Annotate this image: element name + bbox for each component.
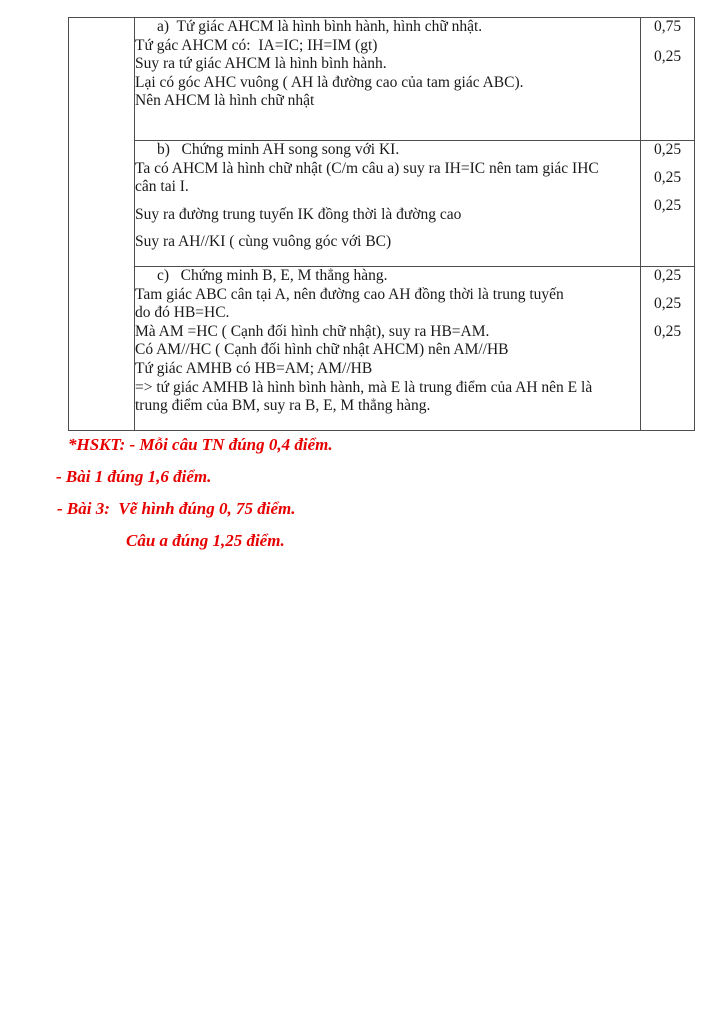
- score-value: 0,25: [653, 197, 682, 214]
- score-value: 0,25: [653, 169, 682, 186]
- table-row-a: [69, 18, 695, 141]
- answer-line: Suy ra tứ giác AHCM là hình bình hành.: [135, 55, 387, 73]
- table-row-b: [69, 141, 695, 267]
- grading-note-cau-a: Câu a đúng 1,25 điểm.: [126, 531, 285, 550]
- answer-line: Tứ giác AMHB có HB=AM; AM//HB: [135, 359, 373, 377]
- answer-line: do đó HB=HC.: [135, 304, 230, 322]
- answer-line: cân tai I.: [135, 178, 189, 196]
- answer-line: Có AM//HC ( Cạnh đối hình chữ nhật AHCM) nên AM//HB: [135, 341, 509, 359]
- answer-heading-c: c) Chứng minh B, E, M thẳng hàng.: [157, 267, 388, 284]
- answer-cell-b: [135, 141, 641, 267]
- answer-line: Lại có góc AHC vuông ( AH là đường cao của tam giác ABC).: [135, 73, 524, 91]
- grading-note-hskt: *HSKT: - Mỗi câu TN đúng 0,4 điểm.: [68, 435, 333, 454]
- grading-note-bai3: - Bài 3: Vẽ hình đúng 0, 75 điểm.: [57, 499, 296, 518]
- score-value: 0,25: [653, 295, 682, 312]
- score-value: 0,75: [653, 18, 682, 35]
- answer-cell-c: [135, 267, 641, 431]
- score-value: 0,25: [653, 323, 682, 340]
- answer-line: Ta có AHCM là hình chữ nhật (C/m câu a) suy ra IH=IC nên tam giác IHC: [135, 159, 599, 177]
- answer-line: Suy ra AH//KI ( cùng vuông góc với BC): [135, 233, 392, 251]
- table-left-empty-cell: [69, 18, 135, 431]
- answer-heading-b: b) Chứng minh AH song song với KI.: [157, 141, 400, 158]
- score-cell-a: [641, 18, 695, 141]
- table-row-c: [69, 267, 695, 431]
- answer-cell-a: [135, 18, 641, 141]
- answer-line: Suy ra đường trung tuyến IK đồng thời là đường cao: [135, 205, 462, 223]
- score-value: 0,25: [653, 267, 682, 284]
- answer-heading-a: a) Tứ giác AHCM là hình bình hành, hình chữ nhật.: [157, 18, 483, 35]
- answer-line: Nên AHCM là hình chữ nhật: [135, 92, 315, 110]
- answer-line: Mà AM =HC ( Cạnh đối hình chữ nhật), suy ra HB=AM.: [135, 322, 490, 340]
- answer-line: Tứ gác AHCM có: IA=IC; IH=IM (gt): [135, 36, 378, 54]
- score-value: 0,25: [653, 141, 682, 158]
- score-cell-c: [641, 267, 695, 431]
- score-cell-b: [641, 141, 695, 267]
- answer-line: trung điểm của BM, suy ra B, E, M thẳng hàng.: [135, 397, 431, 415]
- answer-line: => tứ giác AMHB là hình bình hành, mà E là trung điểm của AH nên E là: [135, 378, 593, 396]
- score-value: 0,25: [653, 48, 682, 65]
- answer-line: Tam giác ABC cân tại A, nên đường cao AH đồng thời là trung tuyến: [135, 285, 564, 303]
- grading-note-bai1: - Bài 1 đúng 1,6 điểm.: [56, 467, 212, 486]
- answer-key-table: [68, 17, 695, 431]
